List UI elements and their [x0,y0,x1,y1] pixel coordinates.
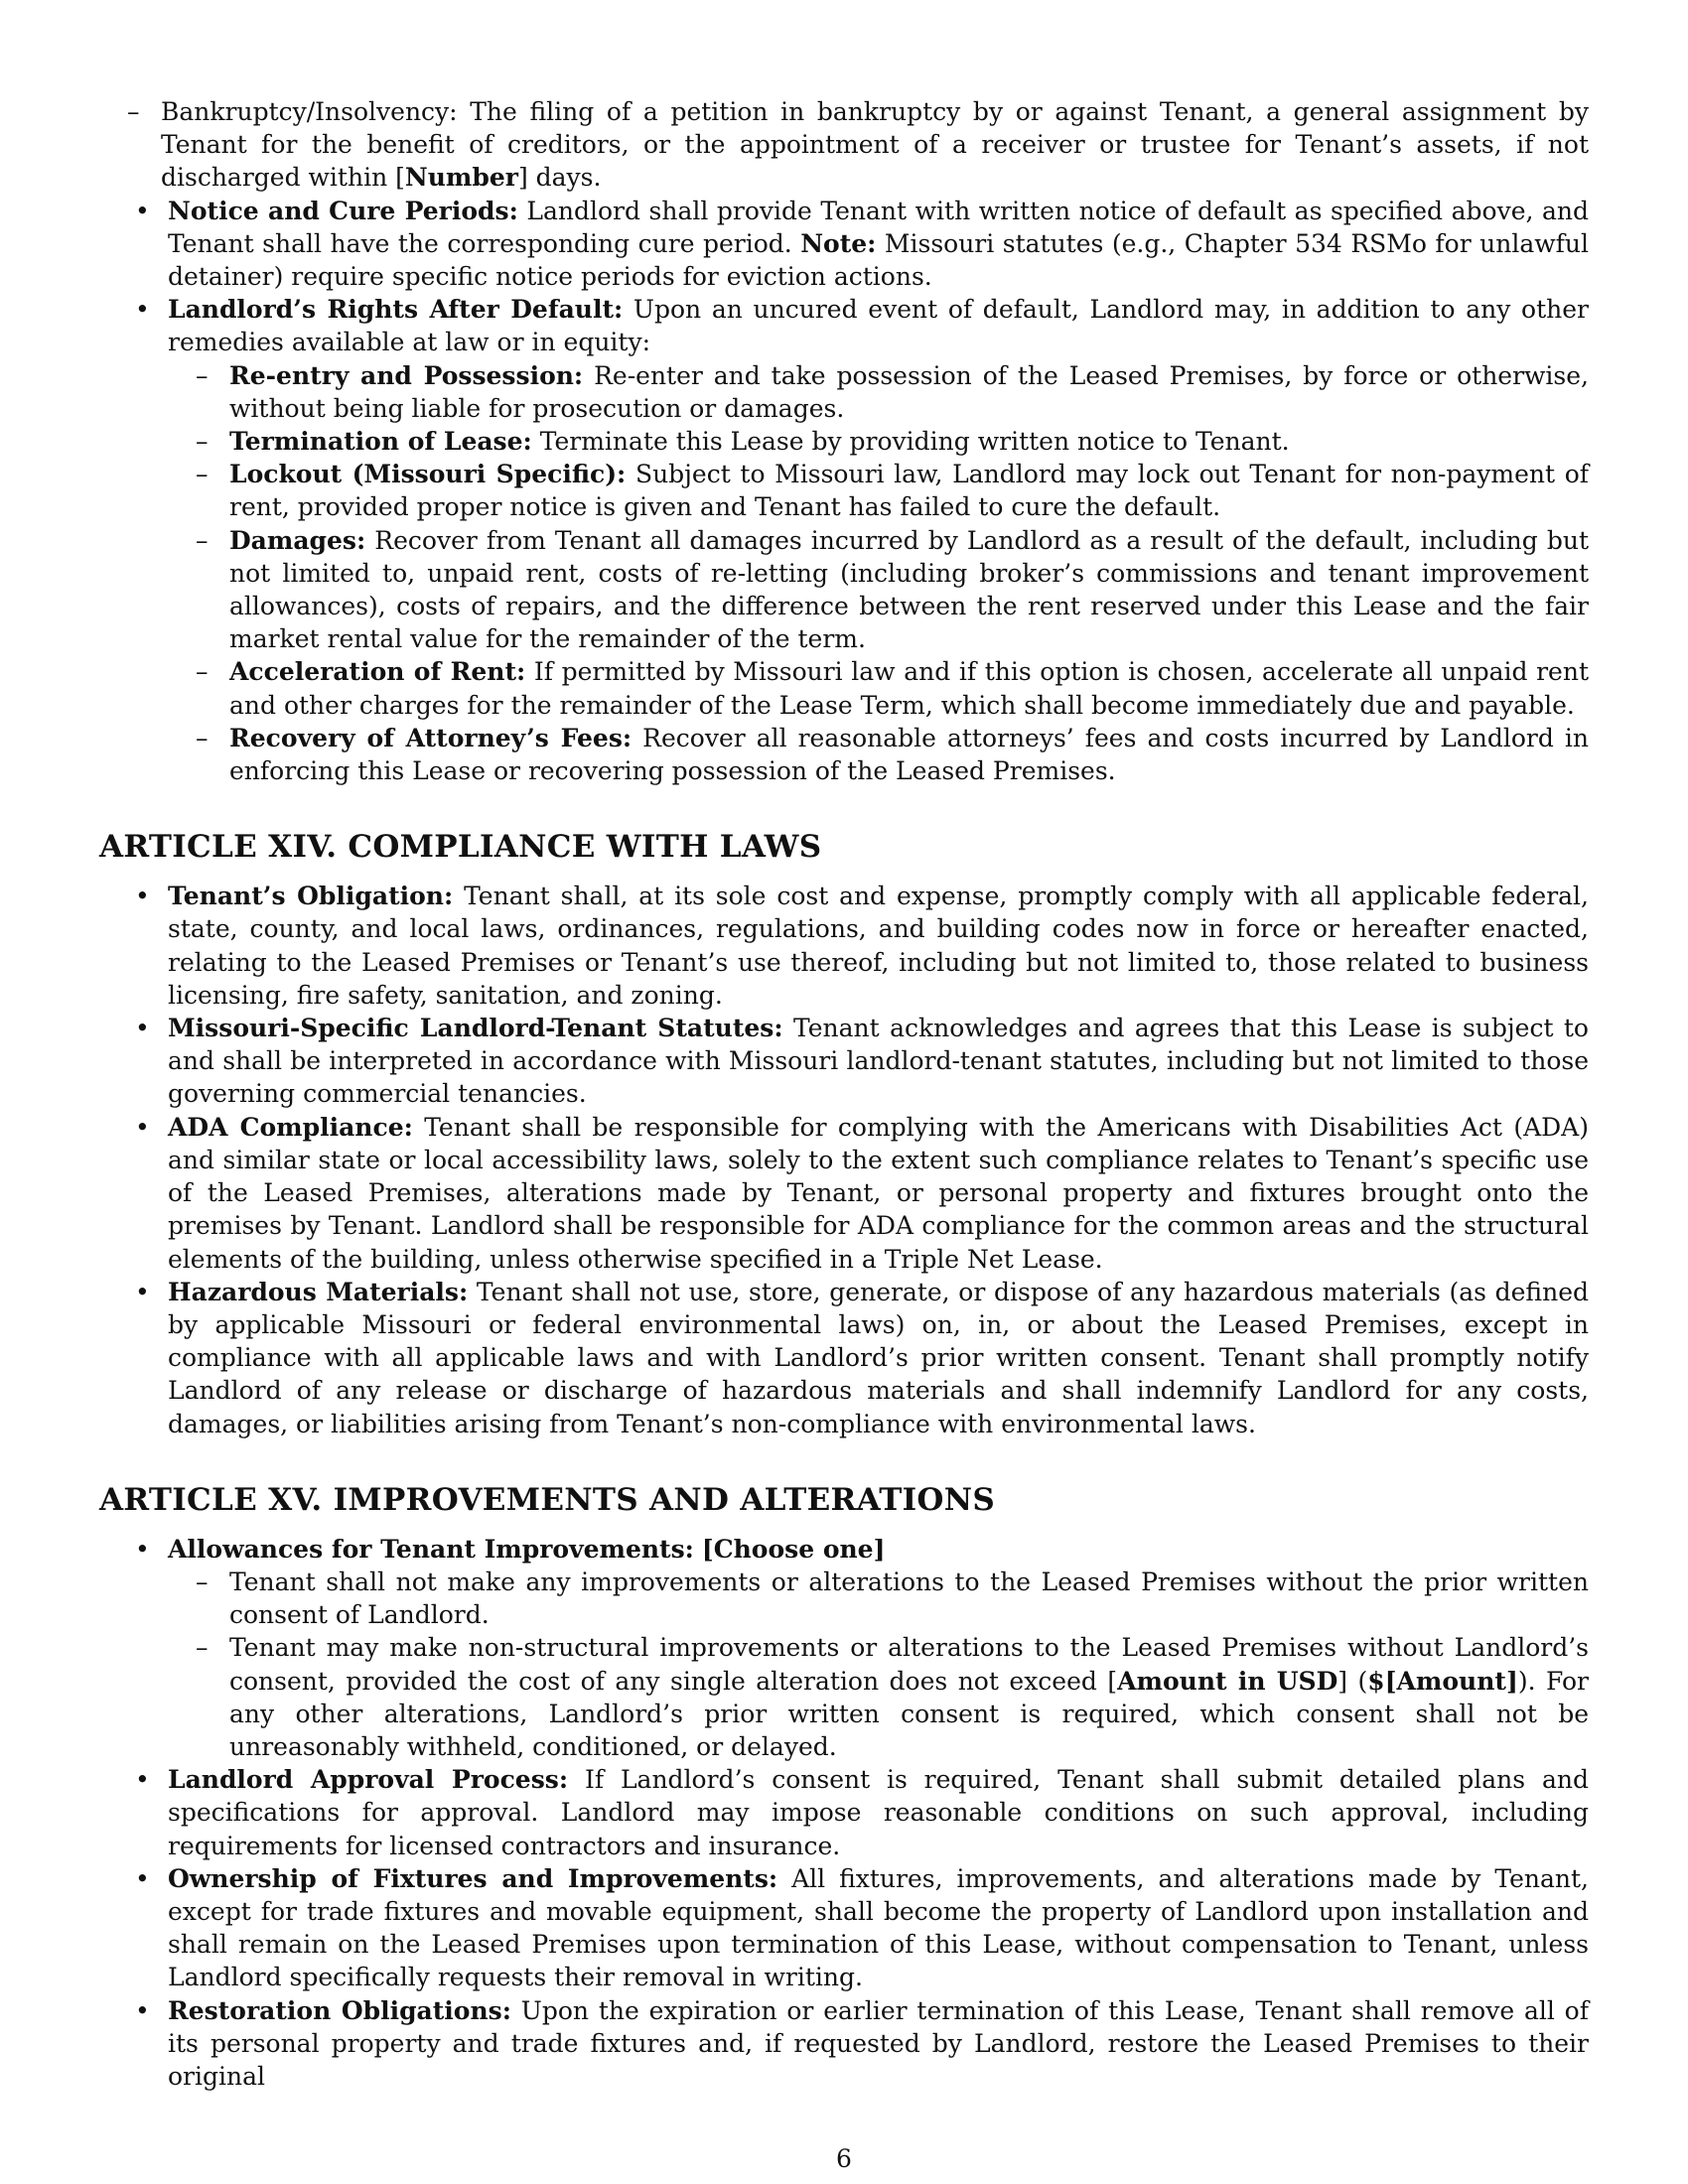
item-label: Restoration Obligations: [168,1995,511,2025]
item-label: Ownership of Fixtures and Improvements: [168,1863,778,1893]
list-item [168,655,1589,721]
item-text: If permitted by Missouri law and if this option is chosen, accelerate all unpaid rent and other charges for the remainder of the Lease Term, which shall become immediately due and payable. [229,657,1589,720]
amount-usd-placeholder: Amount in USD [1117,1666,1338,1696]
list-item [99,1111,1589,1276]
choose-one-placeholder: Choose one [713,1534,874,1564]
list-item [168,722,1589,787]
bankruptcy-tail: days. [527,163,602,193]
list-item [168,1566,1589,1631]
item-label: ADA Compliance: [168,1112,413,1142]
item-text: Tenant shall be responsible for complying with the Americans with Disabilities Act (ADA) and similar state or local accessibility laws, solely to the extent such compliance relates to Tenant’s specific use of the Leased Premises, alterations made by Tenant, or personal property and fixtures brought onto the premises by Tenant. Landlord shall be responsible for ADA compliance for the common areas and the structural elements of the building, unless otherwise specified in a Triple Net Lease. [168,1112,1589,1274]
option-text: Tenant shall not make any improvements or alterations to the Leased Premises without the prior written consent of Landlord. [229,1567,1589,1630]
number-placeholder: Number [404,163,518,193]
item-text: If Landlord’s consent is required, Tenant shall submit detailed plans and specifications for approval. Landlord may impose reasonable conditions on such approval, including requirements for licensed contractors and insurance. [168,1765,1589,1860]
list-item [99,195,1589,294]
item-text: Landlord shall provide Tenant with written notice of default as specified above, and Tenant shall have the corresponding cure period. [168,196,1589,258]
improvements-list [99,1533,1589,2093]
item-label: Landlord Approval Process: [168,1765,569,1795]
list-item: – Bankruptcy/Insolvency: The filing of a petition in bankruptcy by or against Tenant, a general assignment by Tenant for the benefit of creditors, or the appointment of a receiver or trustee for Tenant’s assets, if not discharged within [Number] days. [99,95,1589,195]
item-label: Notice and Cure Periods: [168,196,518,225]
item-label: Landlord’s Rights After Default: [168,295,624,325]
article-xv-heading: ARTICLE XV. IMPROVEMENTS AND ALTERATIONS [99,1481,996,1518]
item-text: Tenant shall not use, store, generate, or dispose of any hazardous materials (as defined by applicable Missouri or federal environmental laws) on, in, or about the Leased Premises, except in compliance with all applicable laws and with Landlord’s prior written consent. Tenant shall promptly notify Landlord of any release or discharge of hazardous materials and shall indemnify Landlord for any costs, damages, or liabilities arising from Tenant’s non-compliance with environmental laws. [168,1277,1589,1438]
list-item [99,880,1589,1012]
default-rights-list [99,195,1589,788]
document-page [99,95,1589,2093]
continued-default-list [99,95,1589,195]
list-item [99,1276,1589,1440]
list-item [99,1763,1589,1862]
bankruptcy-text: Bankruptcy/Insolvency: The filing of a petition in bankruptcy by or against Tenant, a general assignment by Tenant for the benefit of creditors, or the appointment of a receiver or trustee for Tenant’s assets, if not discharged within [161,97,1589,193]
page-number: 6 [836,2144,852,2173]
item-label: Missouri-Specific Landlord-Tenant Statutes: [168,1014,783,1043]
list-item [168,458,1589,523]
amount-placeholder: Amount [1396,1666,1506,1696]
item-text: Subject to Missouri law, Landlord may lock out Tenant for non-payment of rent, provided proper notice is given and Tenant has failed to cure the default. [229,460,1590,522]
list-item [168,359,1589,425]
list-item [168,425,1589,458]
list-item [168,524,1589,656]
item-label: Recovery of Attorney’s Fees: [229,723,633,752]
item-text: All fixtures, improvements, and alterations made by Tenant, except for trade fixtures and movable equipment, shall become the property of Landlord upon installation and shall remain on the Leased Premises upon termination of this Lease, without compensation to Tenant, unless Landlord specifically requests their removal in writing. [168,1863,1589,1992]
list-item: • Allowances for Tenant Improvements: [Choose one] – Tenant shall not make any improvements or alterations to the Leased Premises without the prior written consent of Landlord. – Tenant may make non-structural improvements or alterations to the Leased Premises without Landlord’s consent, provided the cost of any single alteration does not exceed [Amount in USD] ($[Amount]). For any other alterations, Landlord’s prior written consent is required, which consent shall not be unreasonably withheld, conditioned, or delayed. [99,1533,1589,1763]
compliance-list [99,880,1589,1439]
item-label: Hazardous Materials: [168,1277,469,1306]
item-text: Terminate this Lease by providing written notice to Tenant. [531,427,1290,457]
item-text: Upon the expiration or earlier termination of this Lease, Tenant shall remove all of its personal property and trade fixtures and, if requested by Landlord, restore the Leased Premises to their original [168,1995,1589,2091]
list-item [99,293,1589,787]
note-text: Missouri statutes (e.g., Chapter 534 RSMo for unlawful detainer) require specific notice periods for eviction actions. [168,228,1589,292]
item-text: Tenant acknowledges and agrees that this Lease is subject to and shall be interpreted in accordance with Missouri landlord-tenant statutes, including but not limited to those governing commercial tenancies. [168,1014,1589,1109]
article-xiv-heading: ARTICLE XIV. COMPLIANCE WITH LAWS [99,829,822,866]
item-text: Tenant shall, at its sole cost and expense, promptly comply with all applicable federal, state, county, and local laws, ordinances, regulations, and building codes now in force or hereafter enacted, relating to the Leased Premises or Tenant’s use thereof, including but not limited to, those related to business licensing, fire safety, sanitation, and zoning. [168,882,1589,1010]
item-label: Lockout (Missouri Specific): [229,460,627,489]
list-item [99,1994,1589,2094]
option-text: Tenant may make non-structural improvements or alterations to the Leased Premises without Landlord’s consent, provided the cost of any single alteration does not exceed [229,1633,1589,1696]
note-label: Note: [800,228,877,258]
allowance-options-list [168,1566,1589,1763]
item-text: Upon an uncured event of default, Landlord may, in addition to any other remedies available at law or in equity: [168,295,1589,357]
item-text: Recover from Tenant all damages incurred by Landlord as a result of the default, including but not limited to, unpaid rent, costs of re-letting (including broker’s commissions and tenant improvement allowances), costs of repairs, and the difference between the rent reserved under this Lease and the fair market rental value for the remainder of the term. [229,525,1589,654]
list-item [99,1862,1589,1994]
item-label: Tenant’s Obligation: [168,882,454,911]
item-label: Termination of Lease: [229,427,532,457]
option-text: ). For any other alterations, Landlord’s prior written consent is required, which consent shall not be unreasonably withheld, conditioned, or delayed. [229,1666,1589,1761]
item-text: Recover all reasonable attorneys’ fees and costs incurred by Landlord in enforcing this Lease or recovering possession of the Leased Premises. [229,723,1589,786]
list-item [99,1012,1589,1111]
item-label: Allowances for Tenant Improvements: [168,1534,694,1564]
item-label: Acceleration of Rent: [229,657,526,687]
item-label: Damages: [229,525,366,555]
list-item: – Tenant may make non-structural improvements or alterations to the Leased Premises without Landlord’s consent, provided the cost of any single alteration does not exceed [Amount in USD] ($[Amount]). For any other alterations, Landlord’s prior written consent is required, which consent shall not be unreasonably withheld, conditioned, or delayed. [168,1631,1589,1763]
item-label: Re-entry and Possession: [229,360,584,390]
item-text: Re-enter and take possession of the Leased Premises, by force or otherwise, without being liable for prosecution or damages. [229,360,1590,423]
remedies-list [168,359,1589,788]
